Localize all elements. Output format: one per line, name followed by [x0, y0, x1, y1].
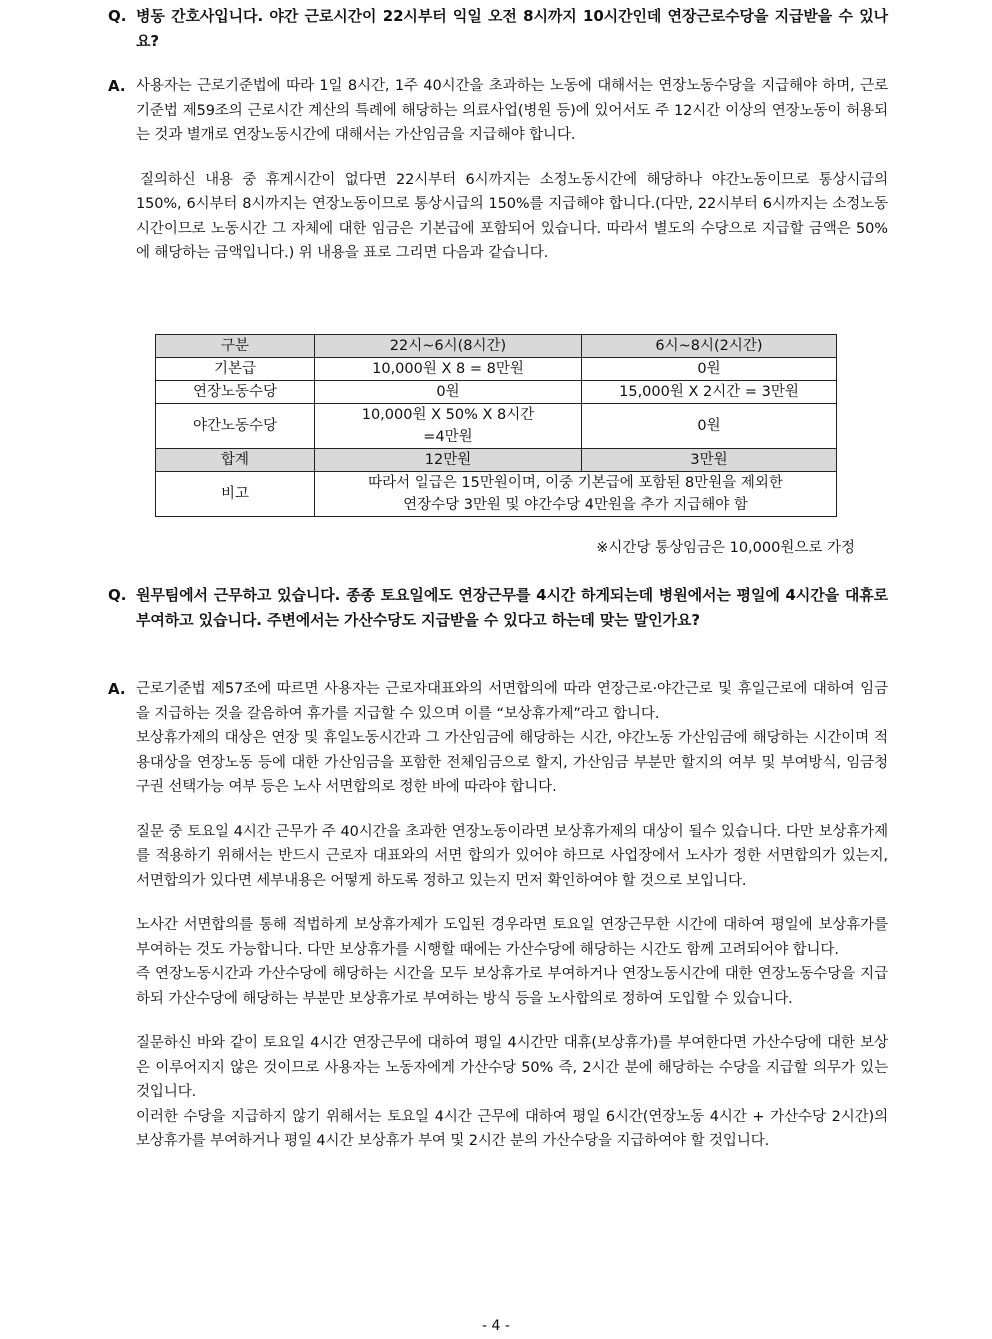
table-cell-line: 따라서 일급은 15만원이며, 이중 기본급에 포함된 8만원을 제외한 — [368, 475, 783, 491]
table-cell: 3만원 — [582, 449, 837, 472]
table-total-row — [156, 449, 837, 472]
table-cell: 15,000원 X 2시간 = 3만원 — [582, 381, 837, 404]
answer-paragraph: 질문하신 바와 같이 토요일 4시간 연장근무에 대하여 평일 4시간만 대휴(보상휴가)를 부여한다면 가산수당에 대한 보상은 이루어지지 않은 것이므로 사용자는 노동자에게 가산수당 50% 즉, 2시간 분에 해당하는 수당을 지급할 의무가 있는 것입니다. — [136, 1035, 888, 1100]
table-cell-line: 연장수당 3만원 및 야간수당 4만원을 추가 지급해야 함 — [403, 497, 748, 513]
answer-marker: A. — [108, 680, 126, 698]
answer-paragraph: 즉 연장노동시간과 가산수당에 해당하는 시간을 모두 보상휴가로 부여하거나 연장노동시간에 대한 연장노동수당을 지급하되 가산수당에 해당하는 부분만 보상휴가로 부여하는 방식 등을 노사합의로 정하여 도입할 수 있습니다. — [136, 966, 888, 1007]
question-text: 병동 간호사입니다. 야간 근로시간이 22시부터 익일 오전 8시까지 10시간인데 연장근로수당을 지급받을 수 있나요? — [136, 7, 888, 50]
answer-paragraph: 사용자는 근로기준법에 따라 1일 8시간, 1주 40시간을 초과하는 노동에 대해서는 연장노동수당을 지급해야 하며, 근로기준법 제59조의 근로시간 계산의 특례에 해당하는 의료사업(병원 등)에 있어서도 주 12시간 이상의 연장노동이 허용되는 것과 별개로 연장노동시간에 대해서는 가산임금을 지급해야 합니다. — [136, 78, 888, 143]
table-cell-line: =4만원 — [423, 429, 473, 445]
table-cell: 12만원 — [315, 449, 582, 472]
wage-table — [155, 334, 837, 517]
table-cell: 합계 — [156, 449, 315, 472]
table-row — [156, 381, 837, 404]
table-cell: 10,000원 X 8 = 8만원 — [315, 358, 582, 381]
answer-paragraph: 근로기준법 제57조에 따르면 사용자는 근로자대표와의 서면합의에 따라 연장근로·야간근로 및 휴일근로에 대하여 임금을 지급하는 것을 갈음하여 휴가를 지급할 수 있으며 이를 “보상휴가제”라고 합니다. — [136, 681, 888, 722]
table-cell-line: 10,000원 X 50% X 8시간 — [361, 407, 535, 423]
table-note: ※시간당 통상임금은 10,000원으로 가정 — [596, 540, 855, 556]
table-row — [156, 358, 837, 381]
table-cell — [315, 404, 582, 449]
answer-marker: A. — [108, 77, 126, 95]
question-text: 원무팀에서 근무하고 있습니다. 종종 토요일에도 연장근무를 4시간 하게되는데 병원에서는 평일에 4시간을 대휴로 부여하고 있습니다. 주변에서는 가산수당도 지급받을 수 있다고 하는데 맞는 말인가요? — [136, 586, 888, 629]
answer-2 — [108, 677, 888, 1154]
table-cell: 기본급 — [156, 358, 315, 381]
answer-paragraph: 이러한 수당을 지급하지 않기 위해서는 토요일 4시간 근무에 대하여 평일 6시간(연장노동 4시간 + 가산수당 2시간)의 보상휴가를 부여하거나 평일 4시간 보상휴가 부여 및 2시간 분의 가산수당을 지급하여야 할 것입니다. — [136, 1108, 888, 1149]
question-1 — [108, 4, 888, 54]
answer-paragraph: 질문 중 토요일 4시간 근무가 주 40시간을 초과한 연장노동이라면 보상휴가제의 대상이 될수 있습니다. 다만 보상휴가제를 적용하기 위해서는 반드시 근로자 대표와의 서면 합의가 있어야 하므로 사업장에서 노사가 정한 서면합의가 있는지, 서면합의가 있다면 세부내용은 어떻게 하도록 정하고 있는지 먼저 확인하여야 할 것으로 보입니다. — [136, 823, 888, 889]
table-header-row — [156, 335, 837, 358]
table-header-cell: 구분 — [156, 335, 315, 358]
table-header-cell: 6시~8시(2시간) — [582, 335, 837, 358]
table-cell: 연장노동수당 — [156, 381, 315, 404]
table-cell: 0원 — [315, 381, 582, 404]
page-number: - 4 - — [482, 1318, 510, 1334]
question-marker: Q. — [108, 586, 127, 604]
table-cell: 0원 — [582, 404, 837, 449]
table-cell: 비고 — [156, 472, 315, 517]
table-row — [156, 472, 837, 517]
table-row — [156, 404, 837, 449]
answer-paragraph: 노사간 서면합의를 통해 적법하게 보상휴가제가 도입된 경우라면 토요일 연장근무한 시간에 대하여 평일에 보상휴가를 부여하는 것도 가능합니다. 다만 보상휴가를 시행할 때에는 가산수당에 해당하는 시간도 함께 고려되어야 합니다. — [136, 917, 888, 958]
question-marker: Q. — [108, 7, 127, 25]
table-cell — [315, 472, 837, 517]
table-cell: 0원 — [582, 358, 837, 381]
answer-paragraph: 보상휴가제의 대상은 연장 및 휴일노동시간과 그 가산임금에 해당하는 시간, 야간노동 가산임금에 해당하는 시간이며 적용대상을 연장노동 등에 대한 가산임금을 포함한 전체임금으로 할지, 가산임금 부분만 할지의 여부 및 부여방식, 임금청구권 선택가능 여부 등은 노사 서면합의로 정한 바에 따라야 합니다. — [136, 730, 888, 795]
table-header-cell: 22시~6시(8시간) — [315, 335, 582, 358]
table-cell: 야간노동수당 — [156, 404, 315, 449]
answer-paragraph: 질의하신 내용 중 휴게시간이 없다면 22시부터 6시까지는 소정노동시간에 해당하나 야간노동이므로 통상시급의 150%, 6시부터 8시까지는 연장노동이므로 통상시급의 150%를 지급해야 합니다.(다만, 22시부터 6시까지는 소정노동시간이므로 노동시간 그 자체에 대한 임금은 기본급에 포함되어 있습니다. 따라서 별도의 수당으로 지급할 금액은 50%에 해당하는 금액입니다.) 위 내용을 표로 그리면 다음과 같습니다. — [136, 171, 888, 261]
question-2 — [108, 583, 888, 633]
answer-1 — [108, 74, 888, 266]
